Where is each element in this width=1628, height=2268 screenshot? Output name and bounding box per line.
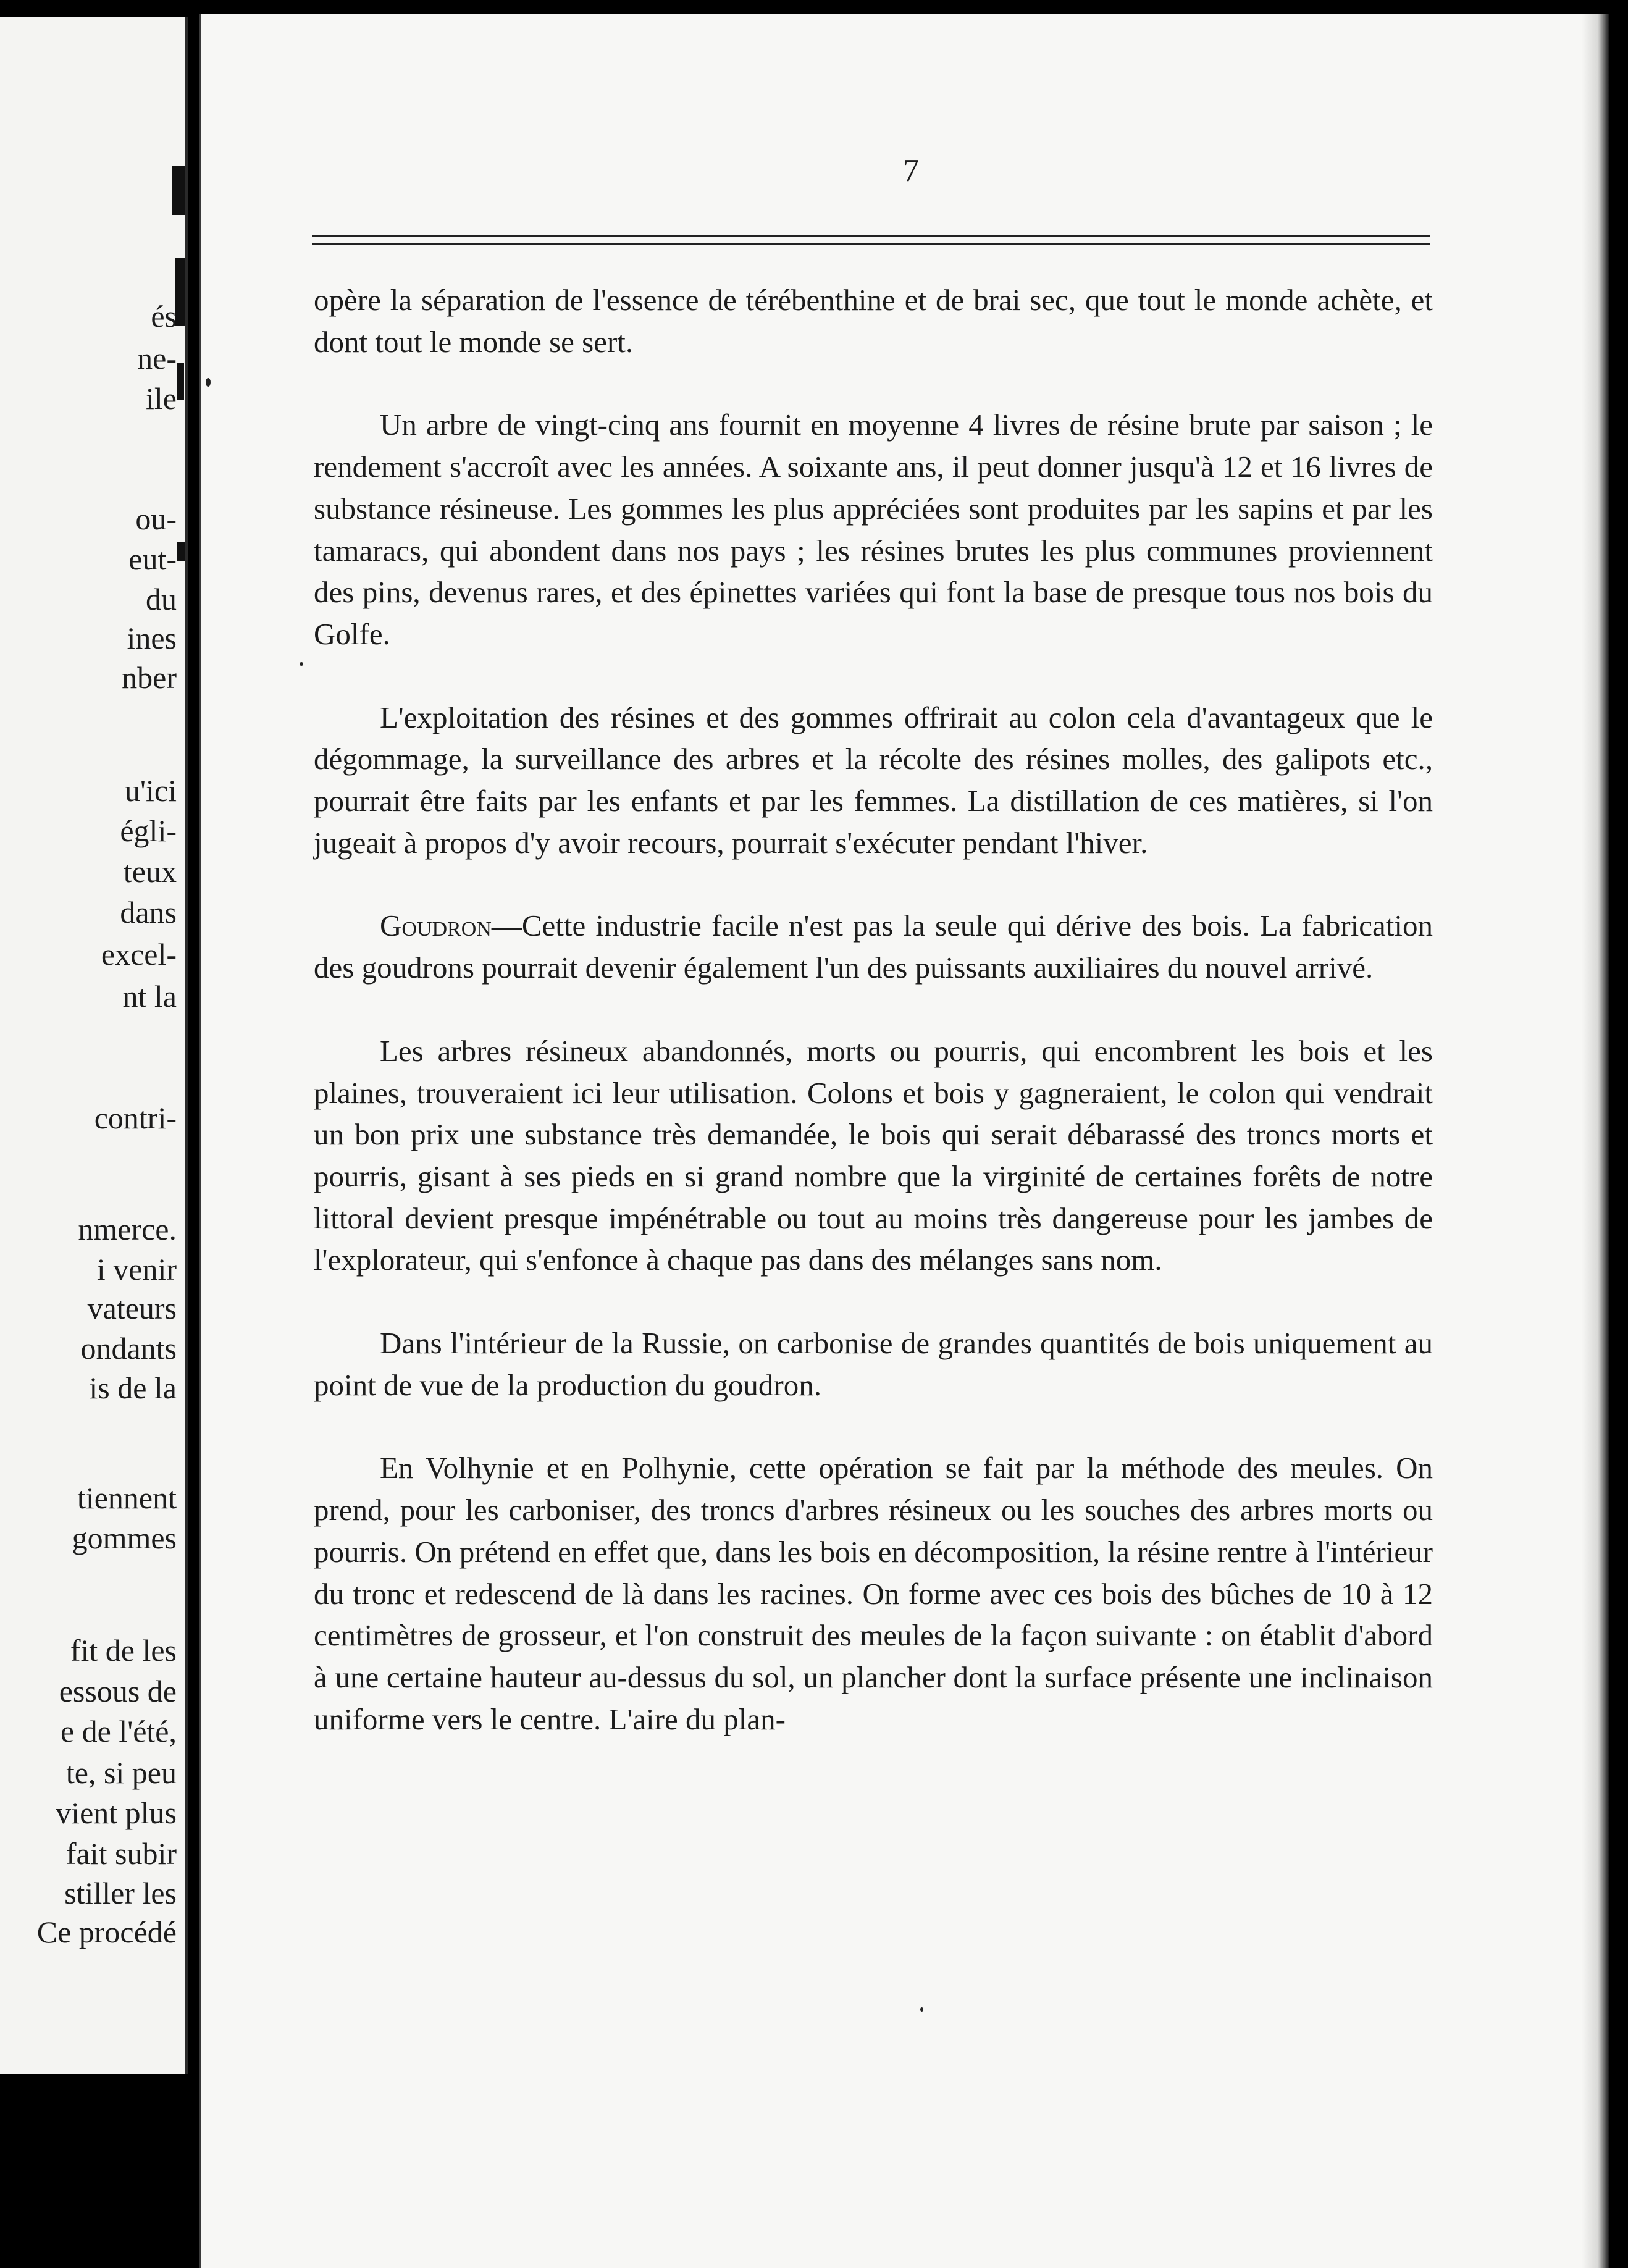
binding-mark [172, 166, 185, 215]
paragraph: En Volhynie et en Polhynie, cette opération se fait par la méthode des meules. On prend, pour les carboniser, des troncs d'arbres résineux ou les souches des arbres morts ou pourris. On prétend en effet que, dans les bois en décomposition, la résine rentre à l'intérieur du tronc et redescend de là dans les racines. On forme avec ces bois des bûches de 10 à 12 centimètres de grosseur, et l'on construit des meules de la façon suivante : on établit d'abord à une certaine hauteur au-dessus du sol, un plancher dont la surface présente une inclinaison uniforme vers le centre. L'aire du plan- [314, 1451, 1433, 1736]
paragraph: Dans l'intérieur de la Russie, on carbonise de grandes quantités de bois uniquement au point de vue de la production du goudron. [314, 1326, 1433, 1402]
facing-page-text-fragment: e de l'été, [60, 1714, 177, 1749]
facing-page-text-fragment: excel- [101, 937, 177, 972]
print-speck [300, 662, 303, 666]
binding-mark [177, 542, 185, 561]
facing-page-text-fragment: te, si peu [65, 1755, 177, 1790]
facing-page-text-fragment: gommes [72, 1521, 177, 1555]
facing-page-text-fragment: ne- [137, 341, 177, 376]
paragraph [314, 905, 1433, 988]
binding-mark [177, 363, 184, 400]
facing-page-fragment [0, 17, 188, 2074]
facing-page-text-fragment: égli- [120, 813, 177, 848]
facing-page-text-fragment: Ce procédé [36, 1915, 177, 1949]
facing-page-text-fragment: tiennent [77, 1480, 177, 1515]
facing-page-text-fragment: u'ici [125, 773, 177, 808]
facing-page-text-fragment: i venir [96, 1252, 177, 1287]
facing-page-text-fragment: nber [122, 660, 177, 695]
paragraph: L'exploitation des résines et des gommes offrirait au colon cela d'avantageux que le dégommage, la surveillance des arbres et la récolte des résines molles, des galipots etc., pourrait être faits par les enfants et par les femmes. La distillation de ces matières, si l'on jugeait à propos d'y avoir recours, pourrait s'exécuter pendant l'hiver. [314, 700, 1433, 860]
facing-page-text-fragment: fit de les [70, 1633, 177, 1668]
facing-page-text-fragment: ines [127, 621, 177, 655]
facing-page-text-fragment: dans [120, 895, 177, 930]
facing-page-text-fragment: essous de [59, 1674, 177, 1708]
document-page [199, 14, 1609, 2268]
facing-page-text-fragment: contri- [94, 1101, 177, 1135]
facing-page-text-fragment: eut- [128, 542, 177, 576]
print-speck [920, 2007, 923, 2012]
facing-page-text-fragment: fait subir [65, 1836, 177, 1871]
binding-mark [175, 258, 185, 326]
body-text [314, 279, 1433, 1781]
paragraph: opère la séparation de l'essence de térébenthine et de brai sec, que tout le monde achète, et dont tout le monde se sert. [314, 283, 1433, 359]
facing-page-text-fragment: du [146, 582, 177, 616]
paragraph: Un arbre de vingt-cinq ans fournit en moyenne 4 livres de résine brute par saison ; le rendement s'accroît avec les années. A soixante ans, il peut donner jusqu'à 12 et 16 livres de substance résineuse. Les gommes les plus appréciées sont produites par les sapins et par les tamaracs, qui abondent dans nos pays ; les résines brutes les plus communes proviennent des pins, devenus rares, et des épinettes variées qui font la base de presque tous nos bois du Golfe. [314, 408, 1433, 651]
print-speck [206, 378, 211, 387]
facing-page-text-fragment: vateurs [87, 1291, 177, 1325]
facing-page-text-fragment: nt la [122, 979, 177, 1014]
facing-page-text-fragment: ile [146, 381, 177, 416]
facing-page-text-fragment: nmerce. [78, 1212, 177, 1246]
facing-page-text-fragment: is de la [89, 1371, 177, 1405]
paragraph: Les arbres résineux abandonnés, morts ou pourris, qui encombrent les bois et les plaines, trouveraient ici leur utilisation. Colons et bois y gagneraient, le colon qui vendrait un bon prix une substance très demandée, le bois qui serait débarassé des troncs morts et pourris, gisant à ses pieds en si grand nombre que la virginité de certaines forêts de notre littoral devient presque impénétrable ou tout au moins très dangereuse pour les jambes de l'explorateur, qui s'enfonce à chaque pas dans des mélanges sans nom. [314, 1033, 1433, 1277]
page-number: 7 [903, 153, 919, 188]
section-run-in-heading: Goudron [380, 909, 492, 943]
facing-page-text-fragment: teux [123, 854, 177, 889]
facing-page-text-fragment: ou- [135, 502, 177, 536]
facing-page-text-fragment: stiller les [64, 1876, 177, 1910]
facing-page-text-fragment: és [151, 299, 177, 334]
paragraph-text: —Cette industrie facile n'est pas la seule qui dérive des bois. La fabrication des goudrons pourrait devenir également l'un des puissants auxiliaires du nouvel arrivé. [314, 909, 1433, 985]
header-rule [312, 243, 1430, 245]
header-rule [312, 235, 1430, 237]
page-edge-shadow [1582, 14, 1609, 2268]
facing-page-text-fragment: ondants [80, 1331, 177, 1366]
facing-page-text-fragment: vient plus [56, 1796, 177, 1830]
